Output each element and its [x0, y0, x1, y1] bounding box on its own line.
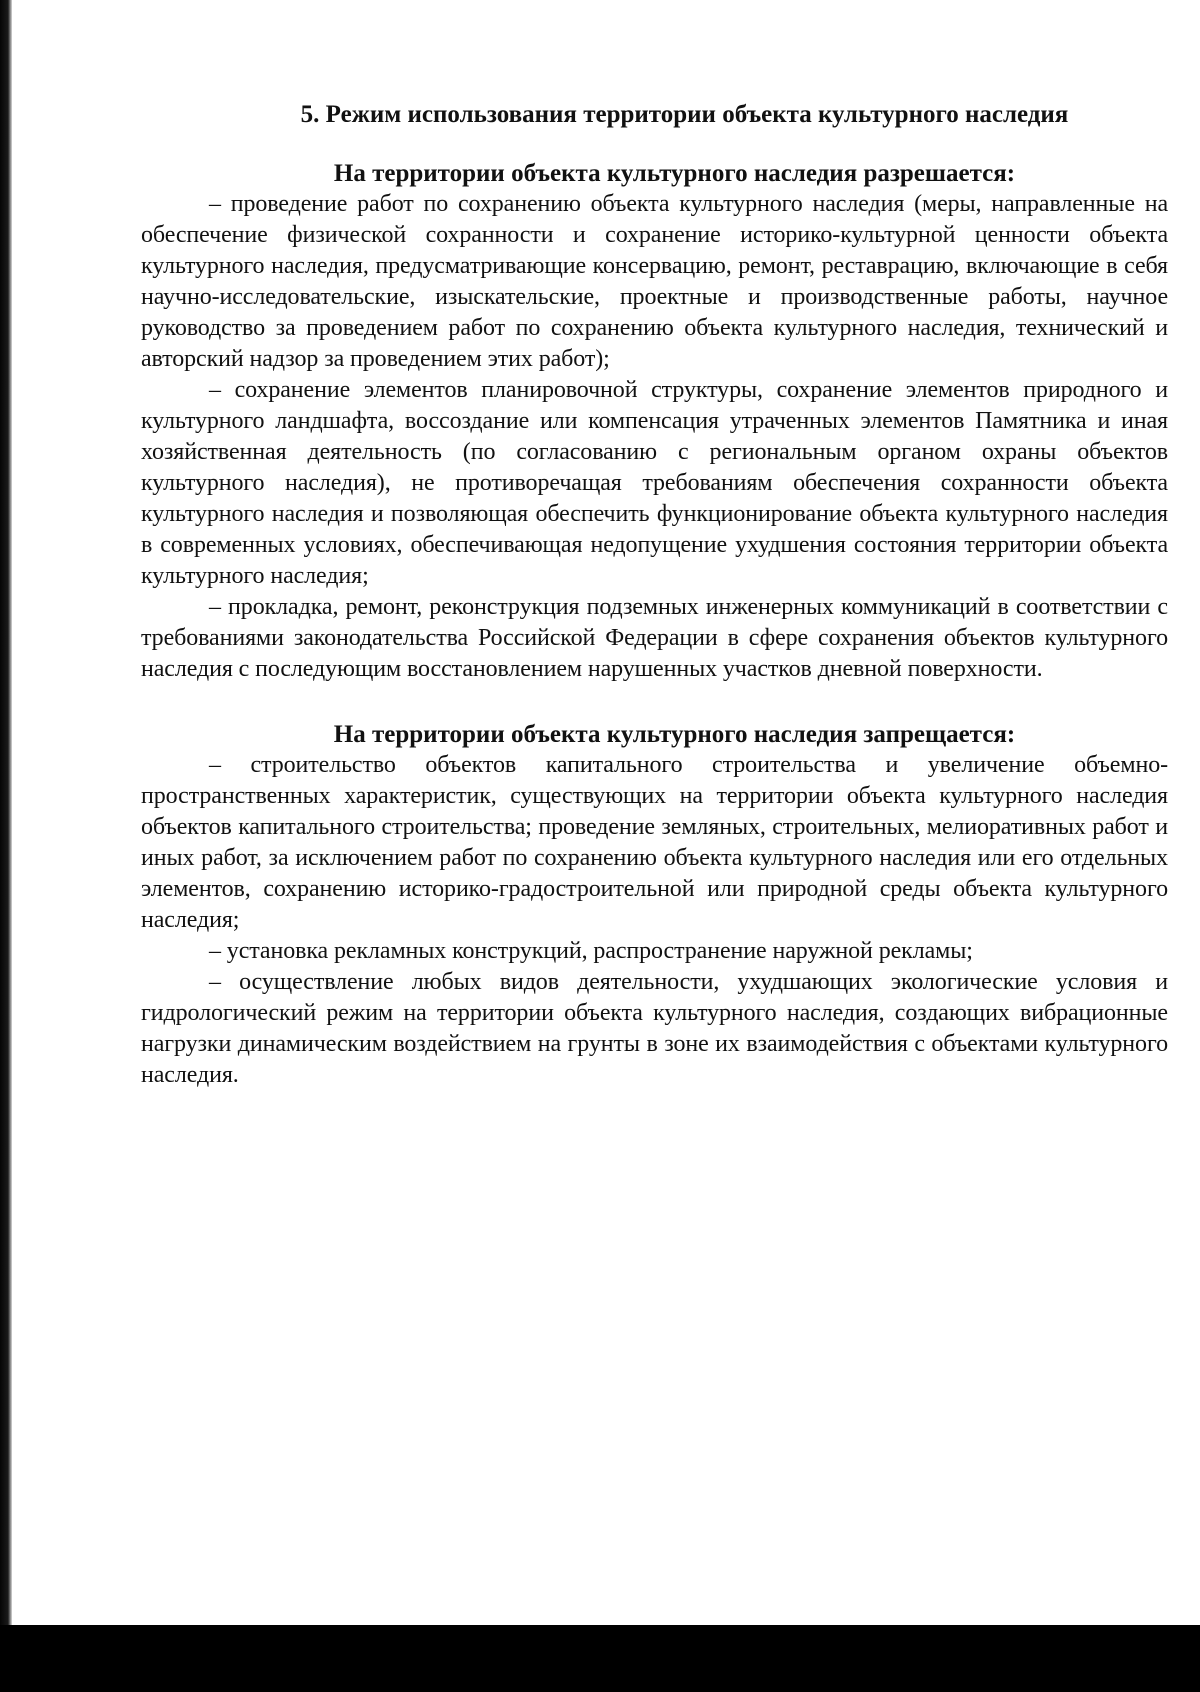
- allowed-section: [141, 158, 1168, 685]
- prohibited-item: – установка рекламных конструкций, распространение наружной рекламы;: [209, 938, 973, 964]
- document-page: [141, 100, 1168, 1091]
- document-title: 5. Режим использования территории объекта культурного наследия: [300, 101, 1069, 128]
- allowed-item: – проведение работ по сохранению объекта культурного наследия (меры, направленные на обеспечение физической сохранности и сохранение историко-культурной ценности объекта культурного наследия, предусматривающие консервацию, ремонт, реставрацию, включающие в себя научно-исследовательские, изыскательские, проектные и производственные работы, научное руководство за проведением работ по сохранению объекта культурного наследия, технический и авторский надзор за проведением этих работ);: [141, 191, 1168, 372]
- prohibited-heading: На территории объекта культурного наследия запрещается:: [333, 721, 1016, 748]
- allowed-item: – прокладка, ремонт, реконструкция подземных инженерных коммуникаций в соответствии с требованиями законодательства Российской Федерации в сфере сохранения объектов культурного наследия с последующим восстановлением нарушенных участков дневной поверхности.: [141, 594, 1168, 682]
- prohibited-item: – осуществление любых видов деятельности, ухудшающих экологические условия и гидрологический режим на территории объекта культурного наследия, создающих вибрационные нагрузки динамическим воздействием на грунты в зоне их взаимодействия с объектами культурного наследия.: [141, 969, 1168, 1088]
- allowed-item: – сохранение элементов планировочной структуры, сохранение элементов природного и культурного ландшафта, воссоздание или компенсация утраченных элементов Памятника и иная хозяйственная деятельность (по согласованию с региональным органом охраны объектов культурного наследия), не противоречащая требованиям обеспечения сохранности объекта культурного наследия и позволяющая обеспечить функционирование объекта культурного наследия в современных условиях, обеспечивающая недопущение ухудшения состояния территории объекта культурного наследия;: [141, 377, 1168, 589]
- scan-left-edge: [0, 0, 12, 1692]
- allowed-heading: На территории объекта культурного наследия разрешается:: [333, 160, 1016, 187]
- scan-bottom-band: [0, 1625, 1200, 1692]
- prohibited-section: [141, 719, 1168, 1091]
- prohibited-item: – строительство объектов капитального строительства и увеличение объемно-пространственных характеристик, существующих на территории объекта культурного наследия объектов капитального строительства; проведение земляных, строительных, мелиоративных работ и иных работ, за исключением работ по сохранению объекта культурного наследия или его отдельных элементов, сохранению историко-градостроительной или природной среды объекта культурного наследия;: [141, 752, 1168, 933]
